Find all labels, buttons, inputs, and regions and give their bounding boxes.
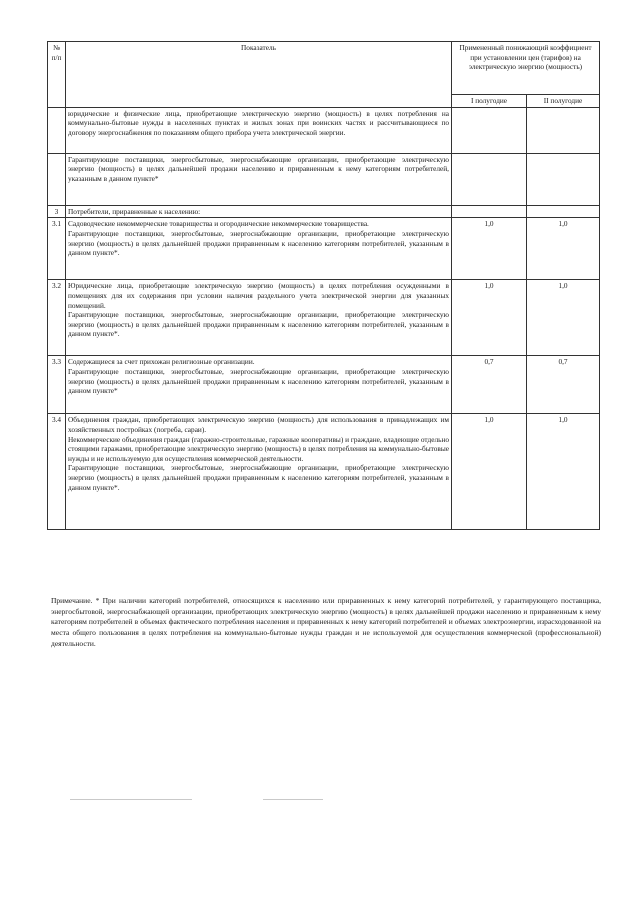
indicator-paragraph: Содержащиеся за счет прихожан религиозные организации. [68, 357, 255, 367]
indicator-cell [66, 205, 452, 218]
coef-second-half [527, 153, 600, 205]
row-number: 3.1 [48, 218, 66, 280]
row-number: 3 [48, 205, 66, 218]
indicator-paragraph: Гарантирующие поставщики, энергосбытовые, энергоснабжающие организации, приобретающие электрическую энергию (мощность) в целях дальнейшей продажи приравненным к населению категориям потребителей, указанным в данном пункте*. [68, 310, 449, 339]
coef-first-half [452, 107, 527, 153]
row-number [48, 153, 66, 205]
table-row [48, 107, 600, 153]
indicator-cell [66, 107, 452, 153]
header-indicator: Показатель [66, 42, 452, 108]
coef-second-half: 1,0 [527, 414, 600, 530]
indicator-paragraph: Некоммерческие объединения граждан (гаражно-строительные, гаражные кооперативы) и граждане, владеющие отдельно стоящими гаражами, приобретающие электрическую энергию (мощность) в целях потребления на коммунально-бытовые нужды и не используемую для осуществления коммерческой деятельности. [68, 434, 449, 463]
table-row [48, 218, 600, 280]
coef-second-half: 0,7 [527, 356, 600, 414]
footnote: Примечание. * При наличии категорий потребителей, относящихся к населению или приравненных к нему категорий потребителей, у гарантирующего поставщика, энергосбытовой, энергоснабжающей организации, приобретающих электрическую энергию (мощность) в целях дальнейшей продажи населению и приравненным к нему категориям потребителей в объемах фактического потребления населения и приравненных к нему категорий потребителей и объемах электроэнергии, израсходованной на места общего пользования в целях потребления на коммунально-бытовые нужды граждан и не используемой для осуществления коммерческой (профессиональной) деятельности. [51, 596, 601, 648]
indicator-paragraph: Юридические лица, приобретающие электрическую энергию (мощность) в целях потребления осужденными в помещениях для их содержания при условии наличия раздельного учета электрической энергии для указанных помещений. [68, 281, 449, 310]
tariff-coefficient-table [47, 41, 600, 530]
row-number: 3.3 [48, 356, 66, 414]
coef-first-half [452, 153, 527, 205]
row-number: 3.4 [48, 414, 66, 530]
table-row [48, 153, 600, 205]
indicator-paragraph: юридические и физические лица, приобретающие электрическую энергию (мощность) в целях потребления на коммунально-бытовые нужды в населенных пунктах и жилых зонах при воинских частях и рассчитывающиеся по договору энергоснабжения по показаниям общего прибора учета электрической энергии. [68, 108, 449, 137]
table-row [48, 414, 600, 530]
coef-first-half: 1,0 [452, 218, 527, 280]
coef-second-half [527, 205, 600, 218]
indicator-paragraph: Объединения граждан, приобретающих электрическую энергию (мощность) для использования в принадлежащих им хозяйственных постройках (погреба, сараи). [68, 415, 449, 434]
header-first-half-year: I полугодие [452, 95, 527, 108]
coef-second-half: 1,0 [527, 218, 600, 280]
row-number [48, 107, 66, 153]
indicator-paragraph: Гарантирующие поставщики, энергосбытовые, энергоснабжающие организации, приобретающие электрическую энергию (мощность) в целях дальнейшей продажи приравненным к населению категориям потребителей, указанным в данном пункте* [68, 366, 449, 396]
table-row [48, 356, 600, 414]
coef-second-half: 1,0 [527, 280, 600, 356]
indicator-cell [66, 218, 452, 280]
header-row-number: № п/п [48, 42, 66, 108]
indicator-paragraph: Гарантирующие поставщики, энергосбытовые, энергоснабжающие организации, приобретающие электрическую энергию (мощность) в целях дальнейшей продажи приравненным к населению категориям потребителей, указанным в данном пункте*. [68, 463, 449, 492]
indicator-paragraph: Гарантирующие поставщики, энергосбытовые, энергоснабжающие организации, приобретающие электрическую энергию (мощность) в целях дальнейшей продажи приравненным к населению категориям потребителей, указанным в данном пункте*. [68, 228, 449, 258]
table-row [48, 205, 600, 218]
indicator-paragraph: Потребители, приравненные к населению: [68, 206, 201, 216]
indicator-paragraph: Садоводческие некоммерческие товарищества и огороднические некоммерческие товарищества. [68, 219, 369, 229]
header-coefficient: Примененный понижающий коэффициент при установлении цен (тарифов) на электрическую энергию (мощность) [452, 42, 600, 95]
faded-signature-line [70, 799, 192, 800]
indicator-cell [66, 280, 452, 356]
coef-first-half: 0,7 [452, 356, 527, 414]
indicator-cell [66, 356, 452, 414]
row-number: 3.2 [48, 280, 66, 356]
coef-second-half [527, 107, 600, 153]
header-second-half-year: II полугодие [527, 95, 600, 108]
faded-signature-line [263, 799, 323, 800]
coef-first-half: 1,0 [452, 280, 527, 356]
indicator-cell [66, 153, 452, 205]
indicator-cell [66, 414, 452, 530]
coef-first-half [452, 205, 527, 218]
indicator-paragraph: Гарантирующие поставщики, энергосбытовые, энергоснабжающие организации, приобретающие электрическую энергию (мощность) в целях дальнейшей продажи населению и приравненным к нему категориям потребителей, указанным в данном пункте* [68, 154, 449, 183]
coef-first-half: 1,0 [452, 414, 527, 530]
table-row [48, 280, 600, 356]
